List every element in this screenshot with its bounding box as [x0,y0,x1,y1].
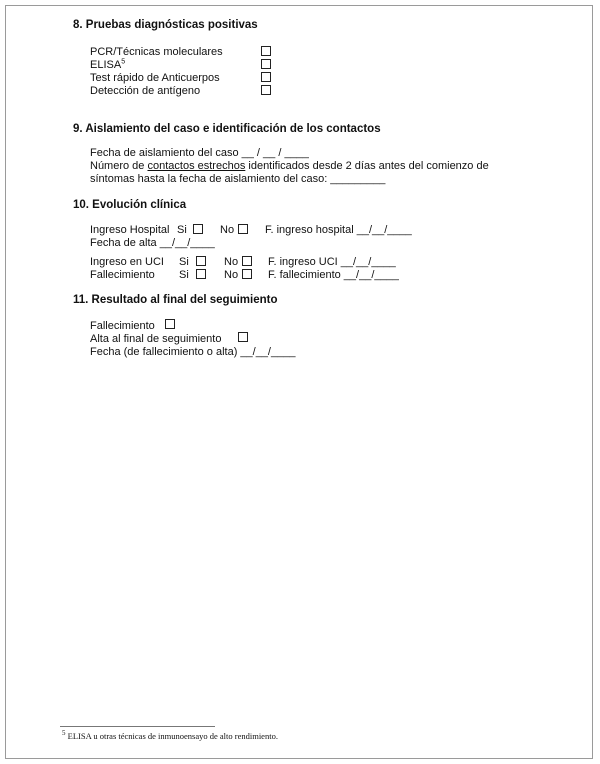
section-11-title: 11. Resultado al final del seguimiento [73,294,278,306]
fallecimiento-si-label: Si [179,269,189,281]
footnote-divider [60,726,215,727]
fallecimiento-label: Fallecimiento [90,269,155,281]
ingreso-hospital-si-checkbox[interactable] [193,224,203,234]
test-rapido-checkbox[interactable] [261,72,271,82]
numero-contactos-line2: síntomas hasta la fecha de aislamiento del caso: _________ [90,173,386,185]
ingreso-uci-si-checkbox[interactable] [196,256,206,266]
ingreso-hospital-no-label: No [220,224,235,236]
fecha-aislamiento: Fecha de aislamiento del caso __ / __ / ____ [90,147,309,159]
document-page [5,5,593,759]
fallecimiento-si-checkbox[interactable] [196,269,206,279]
fallecimiento-no-checkbox[interactable] [242,269,252,279]
item-deteccion-antigeno: Detección de antígeno [90,85,201,97]
section-10-title: 10. Evolución clínica [73,199,187,211]
ingreso-uci-no-label: No [224,256,239,268]
alta-final-label: Alta al final de seguimiento [90,333,222,345]
ingreso-hospital-label: Ingreso Hospital [90,224,170,236]
footnote: $^5$ ELISA u otras técnicas de inmunoensayo de alto rendimiento. [62,729,278,741]
section-8-title: 8. Pruebas diagnósticas positivas [73,19,258,31]
f-fallecimiento: F. fallecimiento __/__/____ [268,269,399,281]
section-9-title: 9. Aislamiento del caso e identificación de los contactos [73,123,381,135]
f-ingreso-uci: F. ingreso UCI __/__/____ [268,256,396,268]
item-pcr: PCR/Técnicas moleculares [90,46,223,58]
item-test-rapido: Test rápido de Anticuerpos [90,72,220,84]
numero-contactos: Número de contactos estrechos identificados desde 2 días antes del comienzo de [90,160,489,172]
fallecimiento-no-label: No [224,269,239,281]
deteccion-antigeno-checkbox[interactable] [261,85,271,95]
contactos-estrechos-link: contactos estrechos [147,160,246,172]
item-elisa: ELISA$^5$ [90,58,126,71]
alta-final-checkbox[interactable] [238,332,248,342]
fecha-alta: Fecha de alta __/__/____ [90,237,215,249]
ingreso-uci-label: Ingreso en UCI [90,256,164,268]
ingreso-uci-si-label: Si [179,256,189,268]
fecha-fallecimiento-alta: Fecha (de fallecimiento o alta) __/__/____ [90,346,296,358]
f-ingreso-hospital: F. ingreso hospital __/__/____ [265,224,412,236]
resultado-fallecimiento-label: Fallecimiento [90,320,155,332]
ingreso-uci-no-checkbox[interactable] [242,256,252,266]
elisa-checkbox[interactable] [261,59,271,69]
pcr-checkbox[interactable] [261,46,271,56]
ingreso-hospital-no-checkbox[interactable] [238,224,248,234]
ingreso-hospital-si-label: Si [177,224,187,236]
resultado-fallecimiento-checkbox[interactable] [165,319,175,329]
